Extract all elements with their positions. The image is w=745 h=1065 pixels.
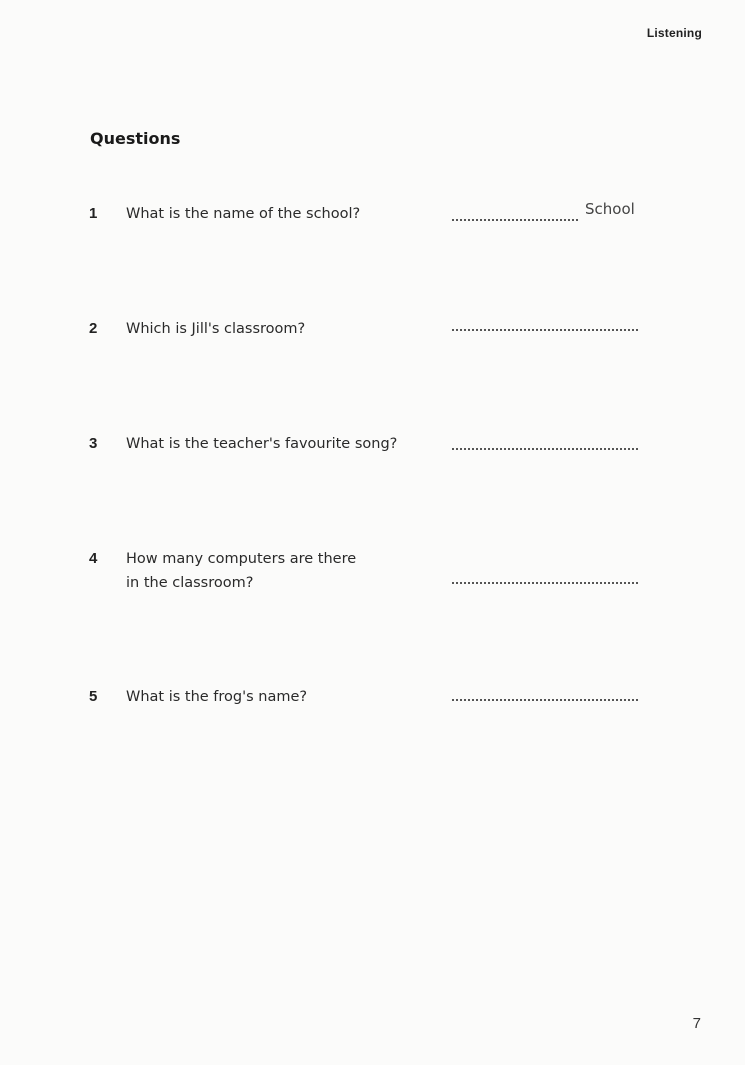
- question-number: 5: [89, 688, 98, 705]
- question-text: What is the name of the school?: [126, 206, 361, 222]
- section-header: Listening: [646, 26, 702, 40]
- answer-line[interactable]: [452, 448, 638, 450]
- questions-title: Questions: [90, 129, 181, 148]
- answer-line[interactable]: [452, 219, 578, 221]
- question-number: 2: [89, 320, 98, 337]
- answer-line[interactable]: [452, 582, 638, 584]
- answer-line[interactable]: [452, 329, 638, 331]
- answer-text: School: [585, 200, 635, 218]
- question-number: 3: [89, 435, 98, 452]
- question-text: How many computers are there in the classroom?: [126, 551, 357, 591]
- question-number: 1: [89, 205, 98, 222]
- answer-line[interactable]: [452, 699, 638, 701]
- page-number: 7: [692, 1015, 701, 1032]
- question-text: What is the teacher's favourite song?: [126, 436, 398, 452]
- question-number: 4: [89, 550, 98, 567]
- question-text: Which is Jill's classroom?: [126, 321, 306, 337]
- question-text: What is the frog's name?: [126, 689, 308, 705]
